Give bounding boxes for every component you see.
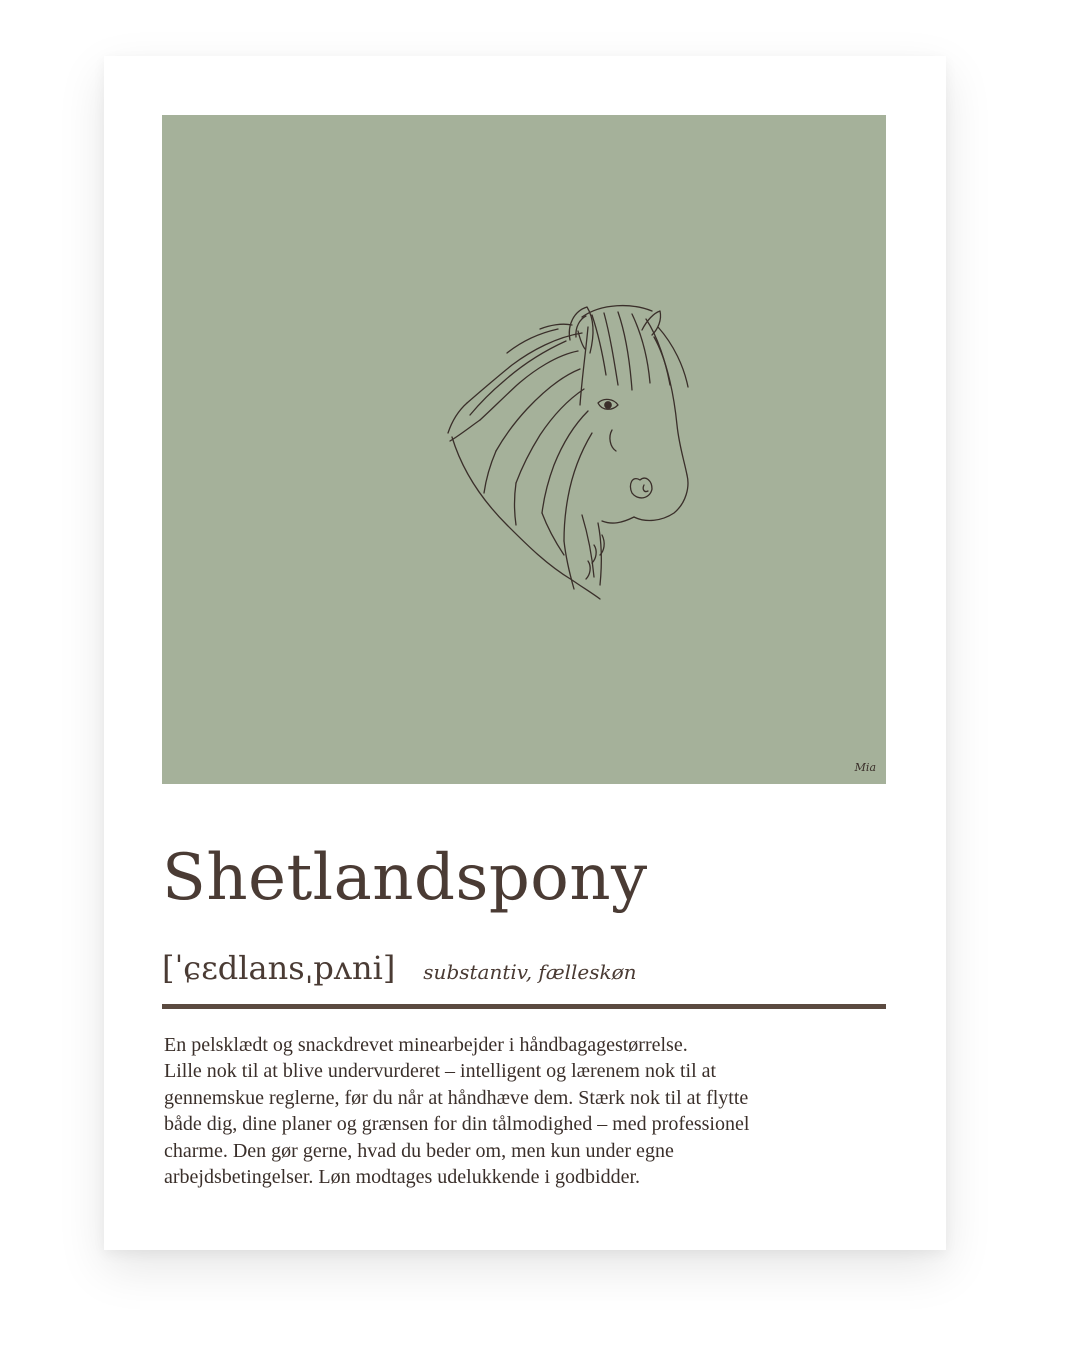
definition-line: En pelsklædt og snackdrevet minearbejder i håndbagagestørrelse.: [164, 1034, 688, 1056]
definition-text: [164, 1032, 884, 1190]
illustration-panel: [162, 115, 886, 784]
pony-illustration: [162, 115, 886, 784]
phonetic-transcription: [ˈɕɛdlansˌpʌni]: [162, 949, 396, 987]
definition-line: gennemskue reglerne, før du når at håndhæve dem. Stærk nok til at flytte: [164, 1086, 749, 1109]
word-class: substantiv, fælleskøn: [423, 960, 637, 984]
definition-line: arbejdsbetingelser. Løn modtages udelukkende i godbidder.: [164, 1166, 640, 1189]
poster: [104, 56, 946, 1250]
definition-line: Lille nok til at blive undervurderet – intelligent og lærenem nok til at: [164, 1060, 717, 1083]
artist-signature: Mia: [854, 761, 876, 774]
definition-line: charme. Den gør gerne, hvad du beder om, men kun under egne: [164, 1139, 674, 1162]
pronunciation-row: [162, 949, 637, 987]
definition-line: både dig, dine planer og grænsen for din tålmodighed – med professionel: [164, 1113, 750, 1136]
divider-rule: [162, 1004, 886, 1009]
headword-title: Shetlandspony: [162, 841, 648, 915]
